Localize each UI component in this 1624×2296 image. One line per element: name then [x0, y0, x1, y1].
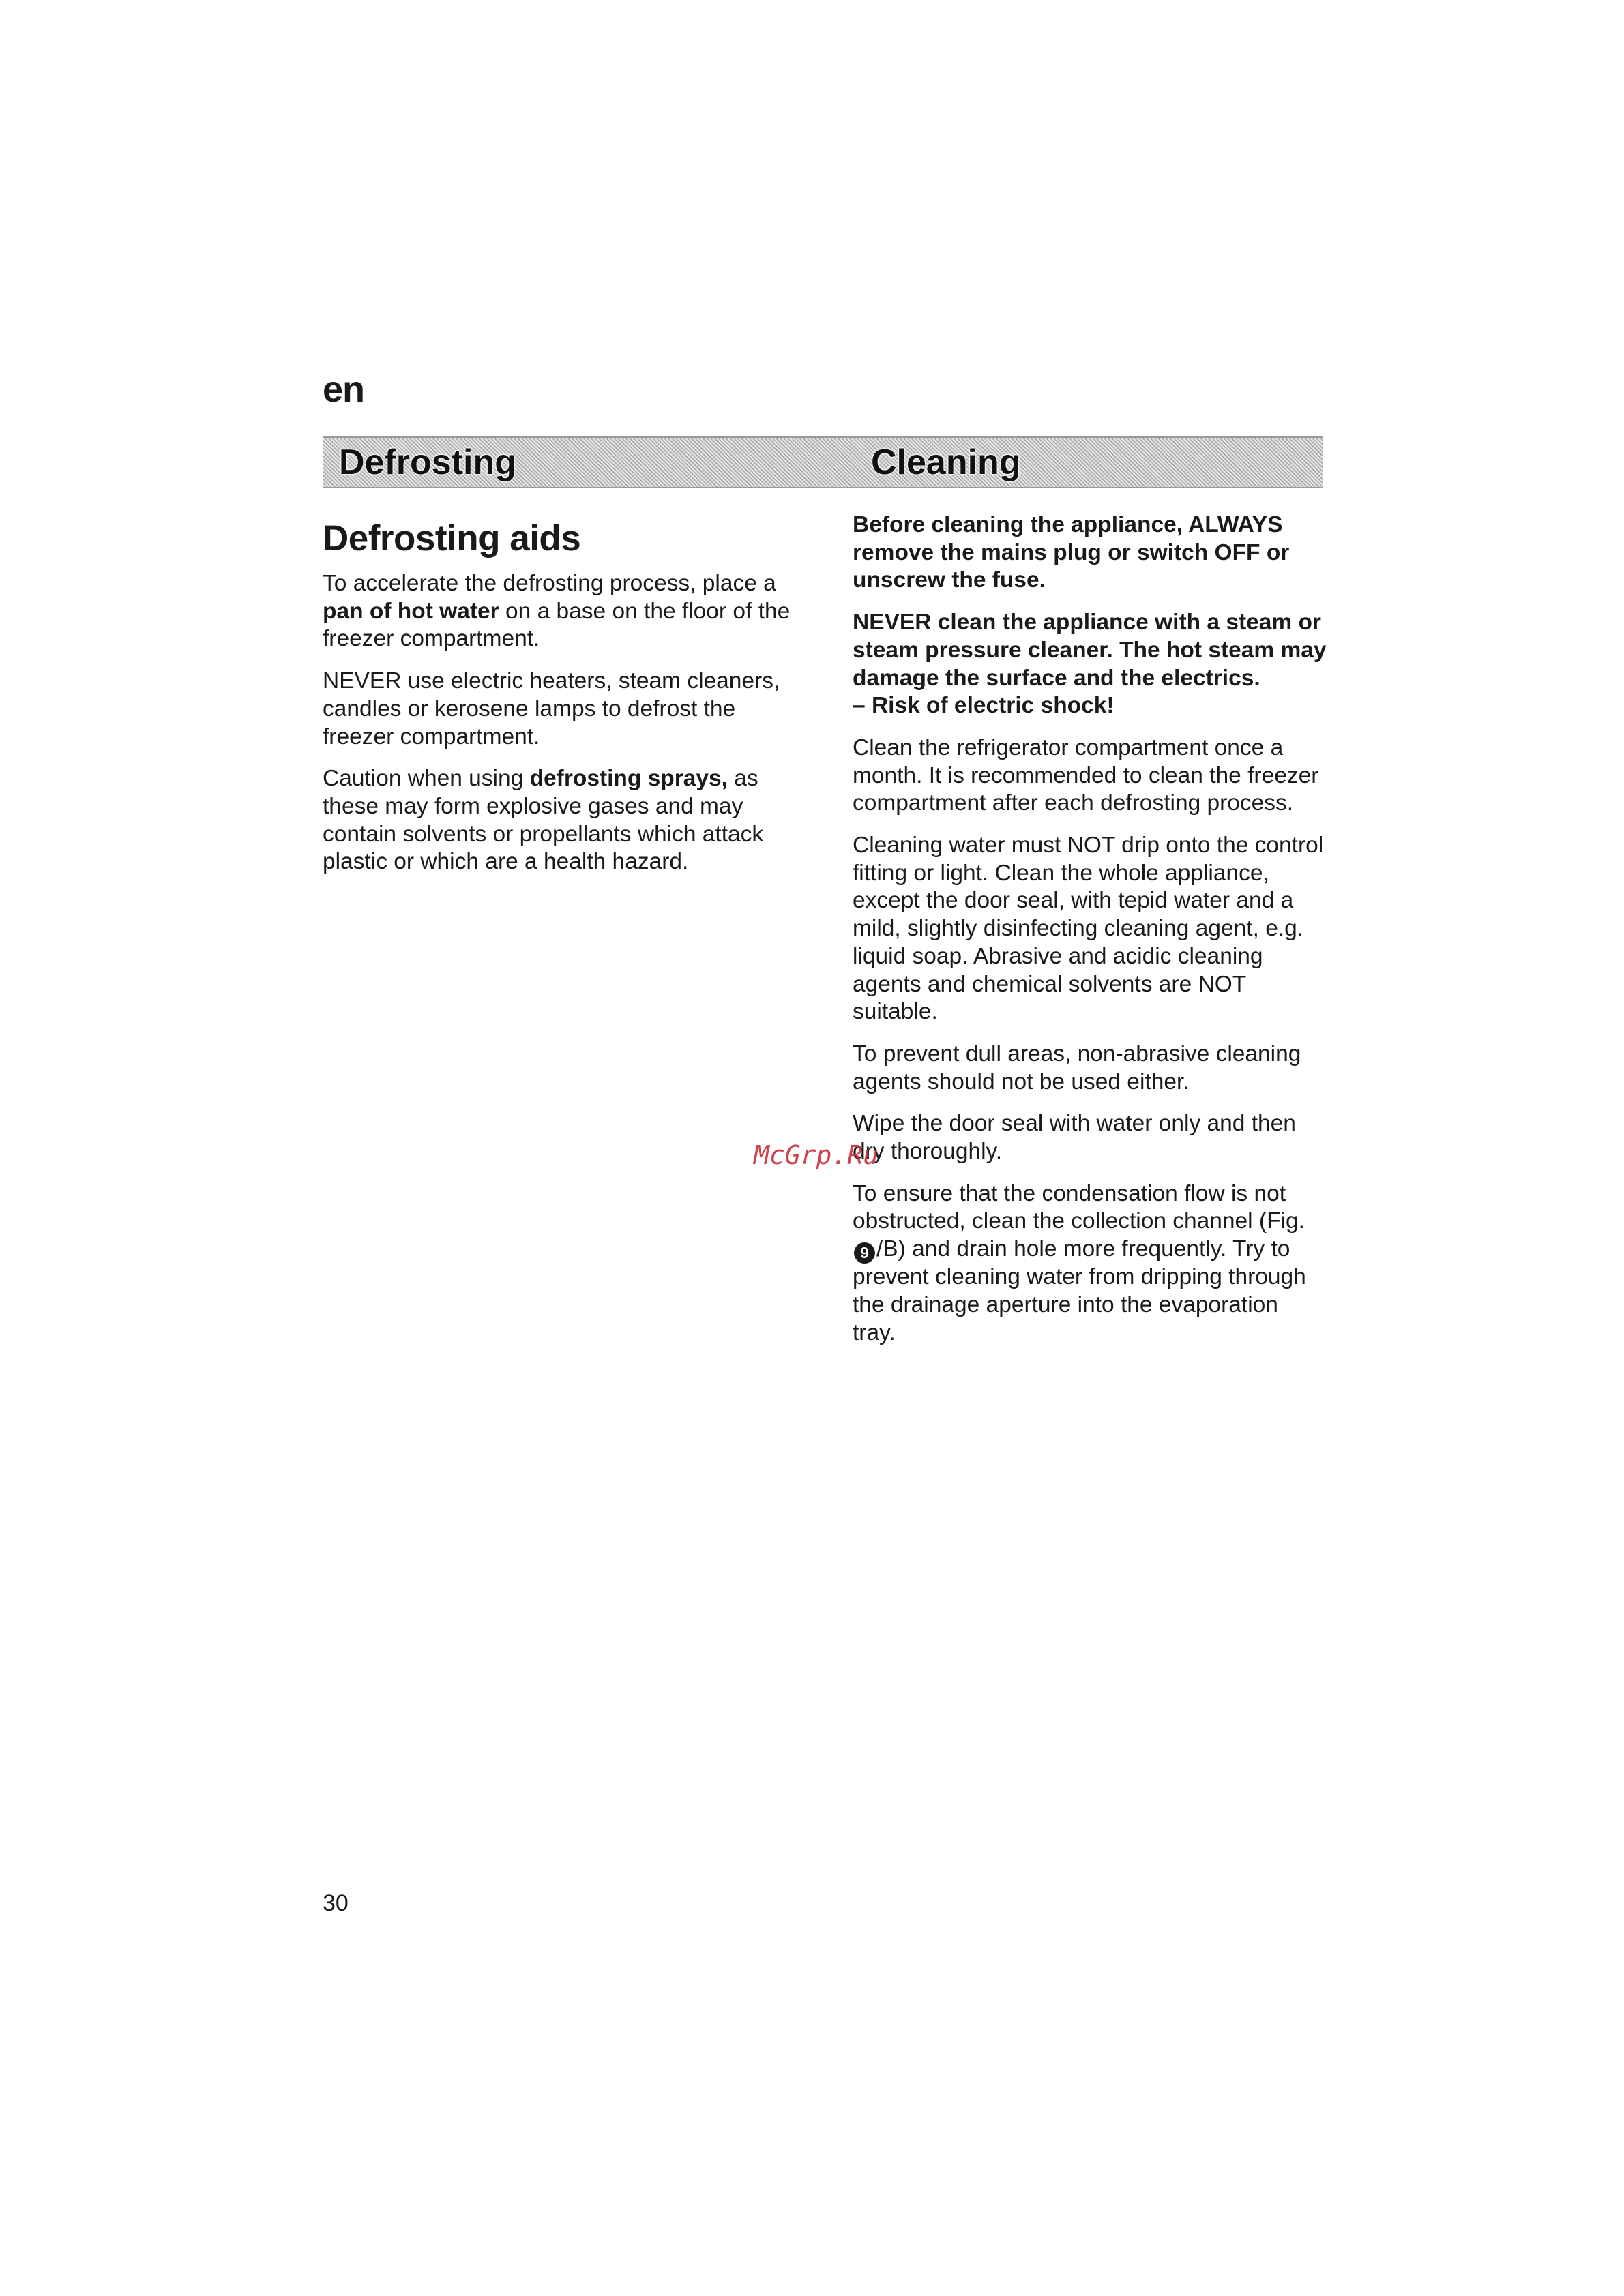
paragraph-text: as these may form explosive gases and may contain solvents or propellants which attack plastic or which are a health hazard.	[323, 766, 764, 875]
warning-electric-shock: – Risk of electric shock!	[853, 693, 1114, 719]
figure-number-icon: 9	[854, 1242, 875, 1264]
paragraph-hot-water	[323, 570, 800, 653]
paragraph-dull-areas: To prevent dull areas, non-abrasive cleaning agents should not be used either.	[853, 1041, 1301, 1094]
page-number: 30	[323, 1890, 349, 1916]
paragraph-defrosting-sprays	[323, 765, 800, 876]
paragraph-text: To accelerate the defrosting process, place a	[323, 571, 776, 596]
emphasis-pan-of-hot-water: pan of hot water	[323, 598, 499, 624]
paragraph-text: To ensure that the condensation flow is not obstructed, clean the collection channel (Fig.	[853, 1180, 1305, 1234]
warning-text: NEVER clean the appliance with a steam or steam pressure cleaner. The hot steam may damage the surface and the electrics.	[853, 610, 1327, 691]
paragraph-condensation-flow	[853, 1180, 1327, 1347]
section-heading-defrosting-aids: Defrosting aids	[323, 518, 581, 558]
paragraph-clean-monthly: Clean the refrigerator compartment once a month. It is recommended to clean the freezer compartment after each defrosting process.	[853, 734, 1319, 816]
watermark: McGrp.Ru	[754, 1140, 879, 1170]
right-column	[853, 511, 1327, 1361]
paragraph-never-use-heaters: NEVER use electric heaters, steam cleaners, candles or kerosene lamps to defrost the freezer compartment.	[323, 668, 780, 749]
banner-title-defrosting: Defrosting	[339, 443, 516, 482]
left-column	[323, 511, 800, 891]
paragraph-text: /B) and drain hole more frequently. Try to prevent cleaning water from dripping through the drainage aperture into the evaporation tray.	[853, 1236, 1306, 1345]
warning-steam-cleaner	[853, 609, 1327, 720]
emphasis-defrosting-sprays: defrosting sprays,	[529, 766, 728, 792]
paragraph-text: on a base on the floor of the freezer compartment.	[323, 598, 791, 652]
banner-title-cleaning: Cleaning	[871, 443, 1021, 482]
language-code: en	[323, 369, 365, 410]
section-banner	[323, 436, 1323, 488]
paragraph-text: Caution when using	[323, 766, 530, 792]
paragraph-door-seal: Wipe the door seal with water only and then dry thoroughly.	[853, 1111, 1296, 1165]
warning-remove-plug: Before cleaning the appliance, ALWAYS remove the mains plug or switch OFF or unscrew the fuse.	[853, 512, 1290, 593]
paragraph-cleaning-water: Cleaning water must NOT drip onto the control fitting or light. Clean the whole appliance, except the door seal, with tepid water and a mild, slightly disinfecting cleaning agent, e.g. liquid soap. Abrasive and acidic cleaning agents and chemical solvents are NOT suitable.	[853, 833, 1324, 1025]
